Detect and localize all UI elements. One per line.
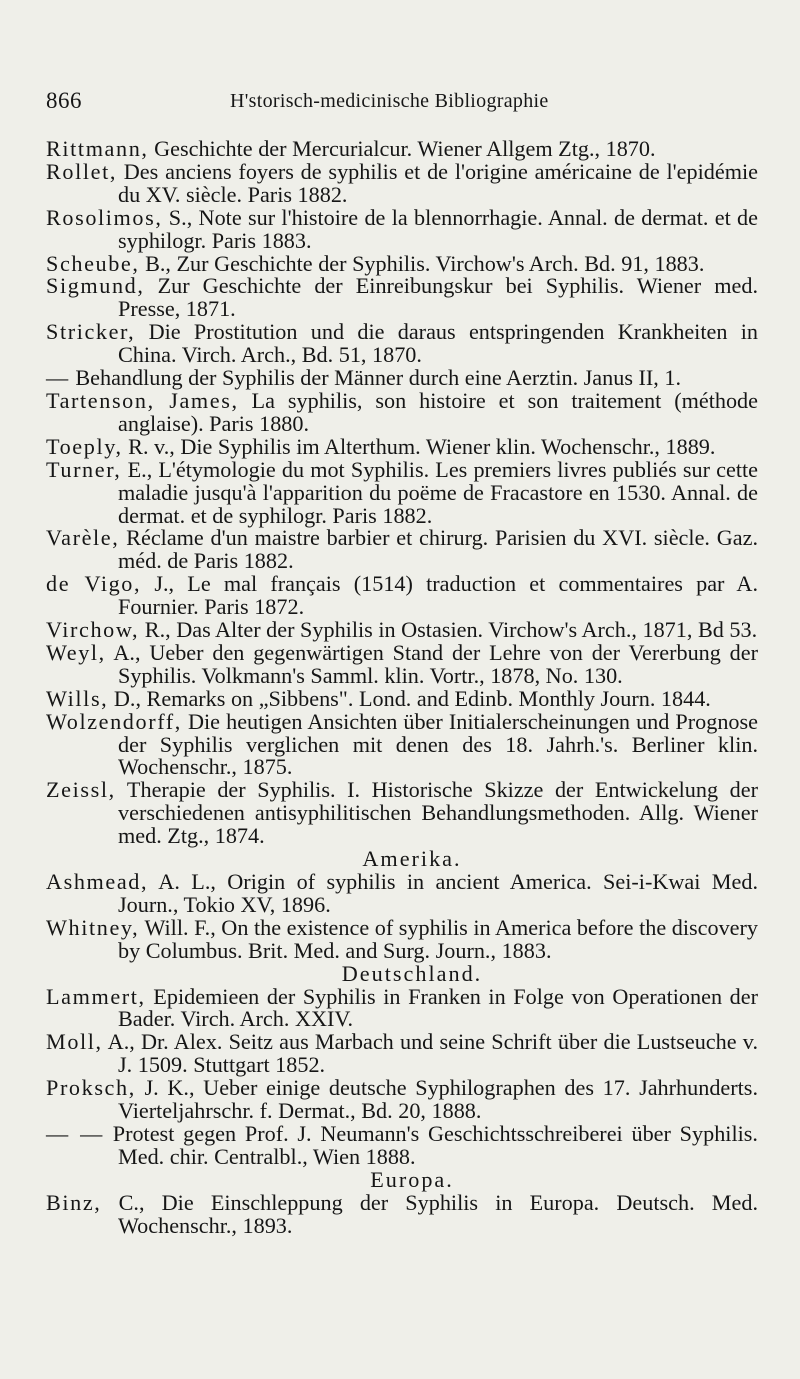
- bibliography-entry: [46, 573, 758, 619]
- entry-author: Ashmead,: [46, 869, 149, 894]
- bibliography-entry: [46, 250, 758, 276]
- bibliography-entry: [46, 204, 758, 253]
- page-number: 866: [46, 88, 82, 113]
- entry-author: Rosolimos,: [46, 204, 163, 230]
- bibliography-entry: [46, 527, 758, 573]
- entry-text: Behandlung der Syphilis der Männer durch eine Aerztin. Janus II, 1.: [69, 365, 682, 391]
- bibliography-entry: [46, 275, 758, 321]
- bibliography-entry: [46, 321, 758, 367]
- section-heading: Deutschland.: [341, 960, 483, 986]
- entry-author: Rittmann,: [46, 136, 149, 161]
- entry-author: Proksch,: [46, 1075, 136, 1101]
- entry-author: Scheube,: [46, 250, 140, 276]
- bibliography-entry: [46, 1120, 758, 1169]
- entry-author: —: [46, 365, 70, 391]
- bibliography-entry: [46, 639, 758, 688]
- entry-author: Rollet,: [46, 158, 117, 184]
- bibliography-entry: [46, 433, 758, 459]
- entry-author: Turner,: [46, 456, 122, 482]
- entry-author: Toeply,: [46, 433, 123, 459]
- bibliography-entry: [46, 983, 758, 1032]
- entry-author: Virchow,: [46, 617, 140, 643]
- entry-author: Binz,: [46, 1189, 102, 1215]
- entry-text: Will. F., On the existence of syphilis in America before the discovery by Columbus. Brit. Med. and Surg. Journ., 1883.: [118, 914, 758, 963]
- entry-text: La syphilis, son histoire et son traitement (méthode anglaise). Paris 1880.: [118, 387, 758, 436]
- entry-text: A., Ueber den gegenwärtigen Stand der Lehre von der Vererbung der Syphilis. Volkmann's Samml. klin. Vortr., 1878, No. 130.: [105, 639, 758, 688]
- section-heading: Amerika.: [362, 846, 462, 872]
- entry-text: A. L., Origin of syphilis in ancient America. Sei-i-Kwai Med. Journ., Tokio XV, 1896.: [118, 869, 758, 917]
- entry-text: Therapie der Syphilis. I. Historische Skizze der Entwickelung der verschiedenen antisyphilitischen Behandlungsmethoden. Allg. Wiener med. Ztg., 1874.: [115, 777, 758, 849]
- entry-text: A., Dr. Alex. Seitz aus Marbach und seine Schrift über die Lustseuche v. J. 1509. Stuttgart 1852.: [102, 1029, 758, 1078]
- entry-text: Epidemieen der Syphilis in Franken in Folge von Operationen der Bader. Virch. Arch. XXIV.: [118, 983, 758, 1032]
- entry-author: Whitney,: [46, 914, 140, 940]
- entry-text: Zur Geschichte der Einreibungskur bei Syphilis. Wiener med. Presse, 1871.: [118, 273, 758, 322]
- bibliography-entry: [46, 619, 758, 642]
- entry-text: R., Das Alter der Syphilis in Ostasien. Virchow's Arch., 1871, Bd 53.: [139, 617, 758, 643]
- entry-text: Protest gegen Prof. J. Neumann's Geschichtsschreiberei über Syphilis. Med. chir. Centralbl., Wien 1888.: [103, 1120, 758, 1169]
- entry-text: J. K., Ueber einige deutsche Syphilographen des 17. Jahrhunderts. Vierteljahrschr. f. Dermat., Bd. 20, 1888.: [118, 1075, 758, 1124]
- entry-text: E., L'étymologie du mot Syphilis. Les premiers livres publiés sur cette maladie jusqu'à l'apparition du poëme de Fracastore en 1530. Annal. de dermat. et de syphilogr. Paris 1882.: [118, 456, 758, 528]
- bibliography-entry: [46, 387, 758, 436]
- entry-text: B., Zur Geschichte der Syphilis. Virchow's Arch. Bd. 91, 1883.: [139, 250, 705, 276]
- entry-text: Die heutigen Ansichten über Initialerscheinungen und Prognose der Syphilis verglichen mit denen des 18. Jahrh.'s. Berliner klin. Wochenschr., 1875.: [118, 708, 758, 780]
- entry-author: Wills,: [46, 685, 109, 711]
- entry-text: Des anciens foyers de syphilis et de l'origine américaine de l'epidémie du XV. siècle. Paris 1882.: [116, 158, 758, 207]
- bibliography-entry: [46, 1077, 758, 1123]
- entry-text: R. v., Die Syphilis im Alterthum. Wiener klin. Wochenschr., 1889.: [122, 433, 716, 459]
- entry-author: Moll,: [46, 1029, 103, 1055]
- entry-text: S., Note sur l'histoire de la blennorrhagie. Annal. de dermat. et de syphilogr. Paris 1883.: [118, 204, 758, 253]
- bibliography-entry: [46, 1189, 758, 1238]
- entry-author: Lammert,: [46, 983, 146, 1009]
- bibliography-entry: [46, 779, 758, 848]
- bibliography-entry: [46, 367, 758, 390]
- bibliography-entry: [46, 138, 758, 161]
- bibliography-entry: [46, 708, 758, 780]
- bibliography-entry: [46, 158, 758, 207]
- entry-text: Réclame d'un maistre barbier et chirurg. Parisien du XVI. siècle. Gaz. méd. de Paris 1882.: [118, 525, 758, 574]
- entry-text: Geschichte der Mercurialcur. Wiener Allgem Ztg., 1870.: [148, 136, 656, 161]
- bibliography-entry: [46, 1031, 758, 1077]
- entry-author: de Vigo,: [46, 571, 142, 597]
- entry-text: Die Prostitution und die daraus entspringenden Krankheiten in China. Virch. Arch., Bd. 51, 1870.: [118, 319, 758, 368]
- entry-author: Stricker,: [46, 319, 136, 345]
- entry-author: — —: [46, 1120, 104, 1146]
- running-head: H'storisch-medicinische Bibliographie: [230, 90, 549, 112]
- page-header: [46, 88, 752, 118]
- entry-text: J., Le mal français (1514) traduction et commentaires par A. Fournier. Paris 1872.: [118, 571, 758, 620]
- bibliography-list: [46, 138, 758, 1238]
- bibliography-entry: [46, 456, 758, 528]
- section-heading: Europa.: [370, 1166, 454, 1192]
- entry-text: D., Remarks on „Sibbens". Lond. and Edinb. Monthly Journ. 1844.: [108, 685, 711, 711]
- entry-author: Zeissl,: [46, 777, 116, 803]
- entry-author: Tartenson, James,: [46, 387, 239, 413]
- bibliography-entry: [46, 685, 758, 711]
- bibliography-entry: [46, 871, 758, 917]
- bibliography-entry: [46, 914, 758, 963]
- entry-author: Weyl,: [46, 639, 106, 665]
- entry-author: Varèle,: [46, 525, 120, 551]
- entry-text: C., Die Einschleppung der Syphilis in Europa. Deutsch. Med. Wochenschr., 1893.: [101, 1189, 758, 1238]
- entry-author: Wolzendorff,: [46, 708, 182, 734]
- entry-author: Sigmund,: [46, 273, 145, 299]
